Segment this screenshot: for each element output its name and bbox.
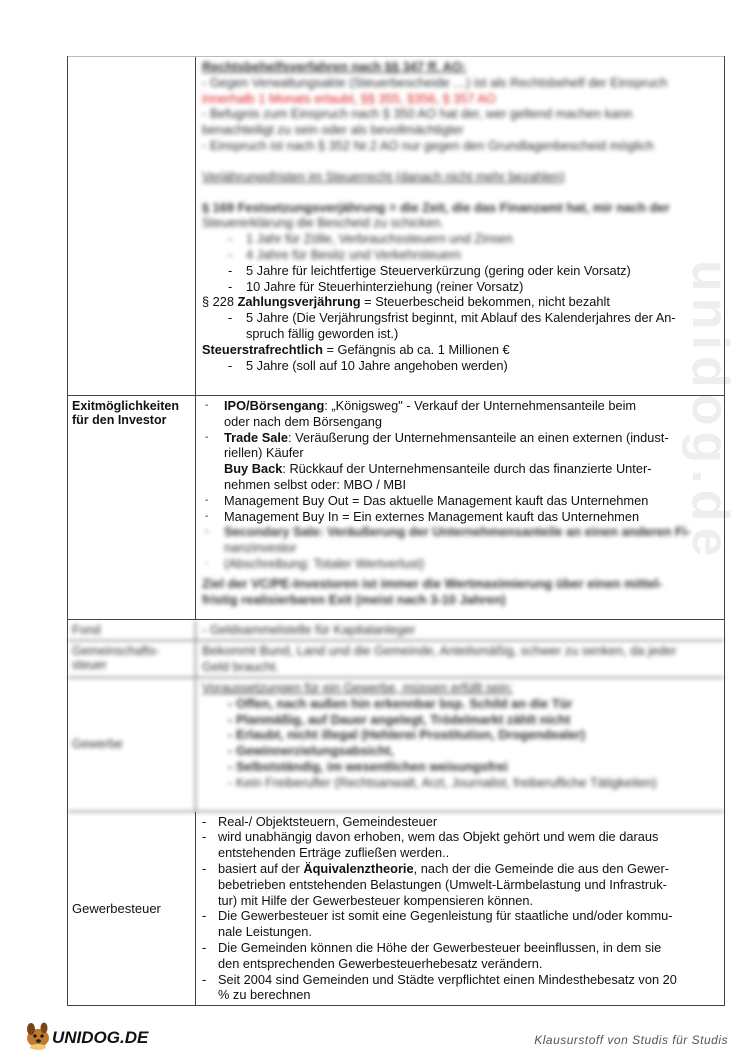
row-content: [196, 396, 724, 619]
table-row: [68, 56, 724, 396]
list-item: - Management Buy In = Ein externes Management kauft das Unternehmen: [202, 509, 718, 525]
row-content: [196, 57, 724, 395]
steuerstrafrecht-line: Steuerstrafrechtlich = Gefängnis ab ca. 1 Millionen €: [202, 341, 510, 357]
row-label-empty: [68, 57, 196, 395]
list-item-continuation: oder nach dem Börsengang: [224, 413, 382, 429]
table-row: [68, 396, 724, 620]
list-item-continuation: % zu berechnen: [218, 987, 311, 1003]
blurred-line: - 4 Jahre für Besitz und Verkehrsteuern: [202, 247, 718, 263]
dog-icon: [22, 1016, 182, 1052]
row-label: Exitmöglichkeiten für den Investor: [68, 396, 196, 619]
blurred-line: Steuererklärung die Bescheid zu schicken.: [202, 215, 444, 231]
list-item-continuation: nale Leistungen.: [218, 924, 312, 940]
row-content: Bekommt Bund, Land und die Gemeinde, Anteilsmäßig, schwer zu senken, da jeder Geld braucht.: [202, 643, 677, 675]
zahlungsverjaehrung-line: § 228 Zahlungsverjährung = Steuerbescheid bekommen, nicht bezahlt: [202, 294, 610, 310]
table-row: [68, 812, 724, 1007]
list-item: - Die Gewerbesteuer ist somit eine Gegenleistung für staatliche und/oder kommu-: [200, 908, 718, 924]
list-item: - 5 Jahre (soll auf 10 Jahre angehoben werden): [202, 358, 718, 374]
blurred-line: benachteiligt zu sein oder als bevollmächtigter: [202, 122, 464, 138]
row-label: Gewerbe: [68, 678, 196, 811]
row-label: Fond: [68, 620, 196, 640]
blurred-line: Rechtsbehelfsverfahren nach §§ 347 ff. AO:: [202, 59, 467, 74]
list-item: - Management Buy Out = Das aktuelle Management kauft das Unternehmen: [202, 493, 718, 509]
list-item: Buy Back: Rückkauf der Unternehmensanteile durch das finanzierte Unter-: [224, 461, 652, 477]
list-item: - Real-/ Objektsteuern, Gemeindesteuer: [200, 814, 718, 830]
row-content: [196, 812, 724, 1006]
list-item: - IPO/Börsengang: „Königsweg" - Verkauf der Unternehmensanteile beim: [202, 398, 718, 414]
list-item: - wird unabhängig davon erhoben, wem das Objekt gehört und wem die daraus: [200, 829, 718, 845]
list-item: - Trade Sale: Veräußerung der Unternehmensanteile an einen externen (indust-: [202, 430, 718, 446]
blurred-line: § 169 Festsetzungsverjährung = die Zeit, die das Finanzamt hat, mir nach der: [202, 199, 670, 215]
list-item-continuation: nehmen selbst oder: MBO / MBI: [224, 476, 407, 492]
list-item-continuation: den entsprechenden Gewerbesteuerhebesatz verändern.: [218, 955, 543, 971]
watermark: unidog.de: [681, 260, 739, 563]
table-row: [68, 678, 724, 812]
row-label: Gewerbesteuer: [68, 812, 196, 1006]
table-row: [68, 641, 724, 678]
list-item-continuation: riellen) Käufer: [224, 445, 304, 461]
blurred-line: - Gegen Verwaltungsakte (Steuerbescheide …) ist als Rechtsbehelf der Einspruch: [202, 74, 668, 90]
row-label: Gemeinschafts- steuer: [68, 641, 196, 677]
blurred-line: - 1 Jahr für Zölle, Verbrauchssteuern und Zinsen: [202, 231, 718, 247]
content-table: [67, 56, 725, 1006]
list-item: - 5 Jahre für leichtfertige Steuerverkürzung (gering oder kein Vorsatz): [202, 263, 718, 279]
list-item: - basiert auf der Äquivalenztheorie, nach der die Gemeinde die aus den Gewer-: [200, 861, 718, 877]
list-item-continuation: spruch fällig geworden ist.): [246, 325, 399, 341]
blurred-region: [202, 59, 718, 263]
blurred-region: - Secondary Sale: Veräußerung der Unternehmensanteile an einen anderen Fi- nanzinvestor - (Abschreibung: Totaler Wertverlust) Ziel der VC/PE-Investoren ist immer die Wertmaximierung über einen mittel- fristig realisierbaren Exit (meist nach 3-10 Jahren): [202, 524, 718, 607]
svg-text:UNIDOG.DE: UNIDOG.DE: [52, 1028, 149, 1047]
list-item: - Die Gemeinden können die Höhe der Gewerbesteuer beeinflussen, in dem sie: [200, 940, 718, 956]
list-item-continuation: bebetrieben entstehenden Belastungen (Umwelt-Lärmbelastung und Infrastruk-: [218, 876, 667, 892]
blurred-line: - Befugnis zum Einspruch nach § 350 AO hat der, wer geltend machen kann: [202, 106, 633, 122]
list-item: - 5 Jahre (Die Verjährungsfrist beginnt, mit Ablauf des Kalenderjahres der An-: [202, 310, 718, 326]
blurred-line: innerhalb 1 Monats erlaubt, §§ 355, §356, § 357 AO: [202, 90, 496, 106]
list-item: - Seit 2004 sind Gemeinden und Städte verpflichtet einen Mindesthebesatz von 20: [200, 972, 718, 988]
list-item: - 10 Jahre für Steuerhinterziehung (reiner Vorsatz): [202, 279, 718, 295]
row-content: - Geldsammelstelle für Kapitalanleger: [202, 622, 416, 638]
unidog-logo[interactable]: [22, 1016, 182, 1052]
blurred-line: - Einspruch ist nach § 352 Nr.2 AO nur gegen den Grundlagenbescheid möglich: [202, 137, 654, 153]
table-row: [68, 620, 724, 641]
row-content: Voraussetzungen für ein Gewerbe, müssen erfüllt sein: - Offen, nach außen hin erkennbar bsp. Schild an die Tür - Planmäßig, auf Dauer angelegt, Trödelmarkt zählt nicht - Erlaubt, nicht illegal (Hehlerei Prostitution, Drogendealer) - Gewinnerzielungsabsicht, - Selbstständig, im wesentlichen weisungsfrei - Kein Freiberufler (Rechtsanwalt, Arzt, Journalist, freiberufliche Tätigkeiten): [196, 678, 724, 811]
footer-tagline: Klausurstoff von Studis für Studis: [534, 1033, 728, 1047]
list-item-continuation: entstehenden Erträge zufließen werden..: [218, 845, 450, 861]
list-item-continuation: tur) mit Hilfe der Gewerbesteuer kompensieren können.: [218, 892, 534, 908]
blurred-line: Verjährungsfristen im Steuerrecht (danach nicht mehr bezahlen): [202, 168, 565, 184]
